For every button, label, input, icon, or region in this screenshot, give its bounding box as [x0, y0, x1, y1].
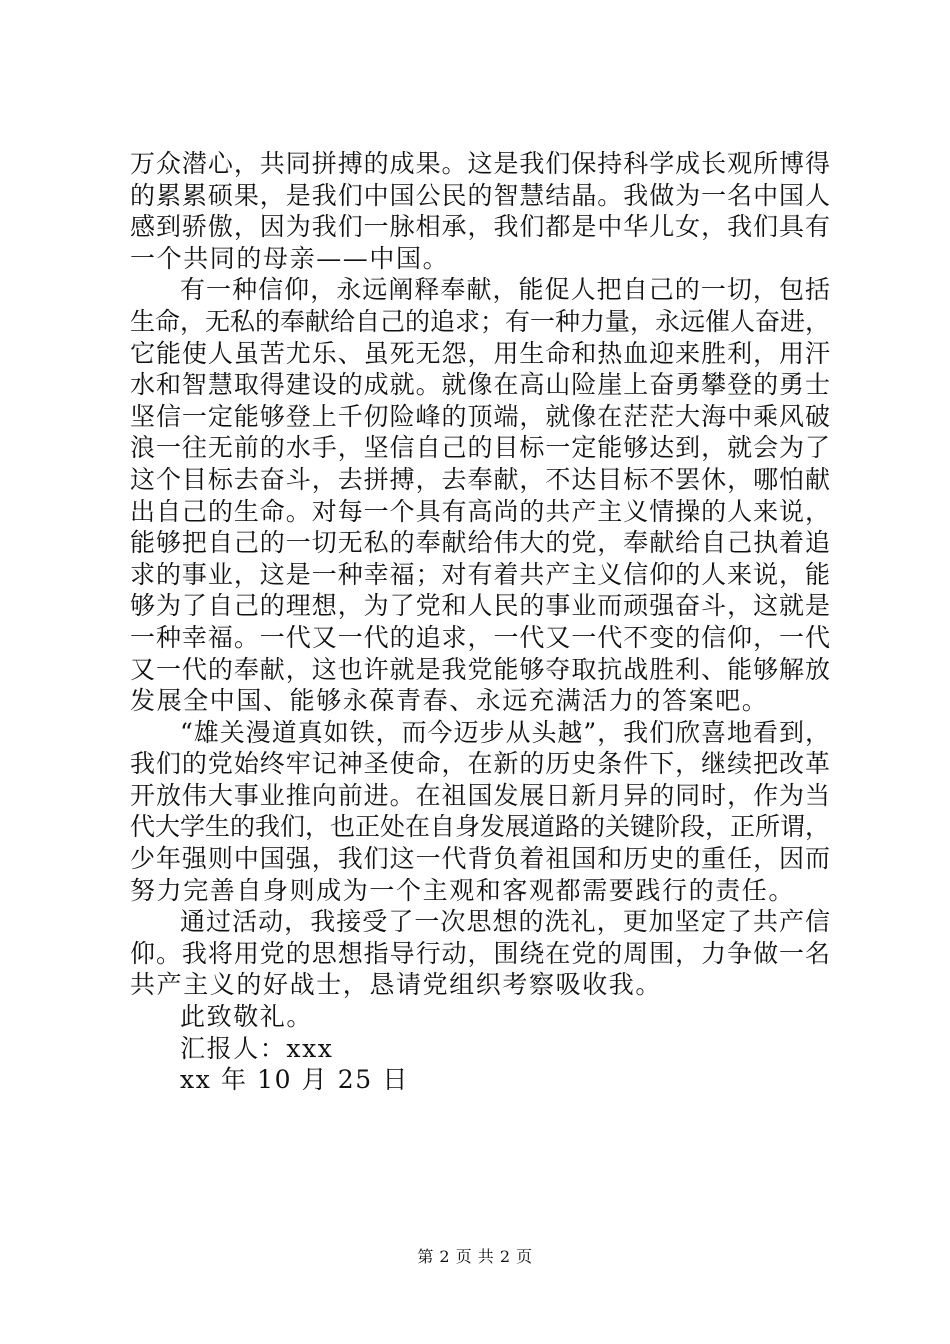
text-line: 我们的党始终牢记神圣使命，在新的历史条件下，继续把改革	[130, 749, 830, 779]
text-line: 浪一往无前的水手，坚信自己的目标一定能够达到，就会为了	[130, 433, 830, 463]
text-line: 感到骄傲，因为我们一脉相承，我们都是中华儿女，我们具有	[130, 212, 830, 242]
closing-salutation: 此致敬礼。	[180, 1002, 314, 1032]
text-line: 水和智慧取得建设的成就。就像在高山险崖上奋勇攀登的勇士	[130, 370, 830, 400]
text-line: 代大学生的我们，也正处在自身发展道路的关键阶段，正所谓，	[130, 812, 831, 842]
text-line: 求的事业，这是一种幸福；对有着共产主义信仰的人来说，能	[130, 559, 830, 589]
text-line: 发展全中国、能够永葆青春、永远充满活力的答案吧。	[130, 686, 769, 716]
text-line: 坚信一定能够登上千仞险峰的顶端，就像在茫茫大海中乘风破	[130, 401, 830, 431]
paragraph-start-line: “雄关漫道真如铁，而今迈步从头越”，我们欣喜地看到，	[180, 717, 830, 747]
text-line: 努力完善自身则成为一个主观和客观都需要践行的责任。	[130, 875, 796, 905]
text-line: 的累累硕果，是我们中国公民的智慧结晶。我做为一名中国人	[130, 180, 830, 210]
text-line: 这个目标去奋斗，去拼搏，去奉献，不达目标不罢休，哪怕献	[130, 464, 830, 494]
paragraph-start-line: 有一种信仰，永远阐释奉献，能促人把自己的一切，包括	[180, 275, 830, 305]
text-line: 够为了自己的理想，为了党和人民的事业而顽强奋斗，这就是	[130, 591, 830, 621]
text-line: 它能使人虽苦尤乐、虽死无怨，用生命和热血迎来胜利，用汗	[130, 338, 830, 368]
page-footer: 第 2 页 共 2 页	[417, 1247, 533, 1266]
text-line: 一种幸福。一代又一代的追求，一代又一代不变的信仰，一代	[130, 622, 830, 652]
text-line: 能够把自己的一切无私的奉献给伟大的党，奉献给自己执着追	[130, 528, 830, 558]
text-line: 一个共同的母亲——中国。	[130, 243, 450, 273]
text-line: 仰。我将用党的思想指导行动，围绕在党的周围，力争做一名	[130, 938, 830, 968]
text-line: 万众潜心，共同拼搏的成果。这是我们保持科学成长观所博得	[130, 149, 830, 178]
report-date: xx 年 10 月 25 日	[180, 1065, 409, 1095]
document-body	[130, 148, 830, 1096]
text-line: 共产主义的好战士，恳请党组织考察吸收我。	[130, 970, 663, 1000]
text-line: 又一代的奉献，这也许就是我党能够夺取抗战胜利、能够解放	[130, 654, 830, 684]
text-line: 生命，无私的奉献给自己的追求；有一种力量，永远催人奋进，	[130, 306, 831, 336]
reporter-signature: 汇报人：xxx	[180, 1033, 334, 1063]
paragraph-start-line: 通过活动，我接受了一次思想的洗礼，更加坚定了共产信	[180, 907, 830, 937]
text-line: 少年强则中国强，我们这一代背负着祖国和历史的重任，因而	[130, 844, 830, 874]
text-line: 出自己的生命。对每一个具有高尚的共产主义情操的人来说，	[130, 496, 830, 526]
text-line: 开放伟大事业推向前进。在祖国发展日新月异的同时，作为当	[130, 780, 830, 810]
